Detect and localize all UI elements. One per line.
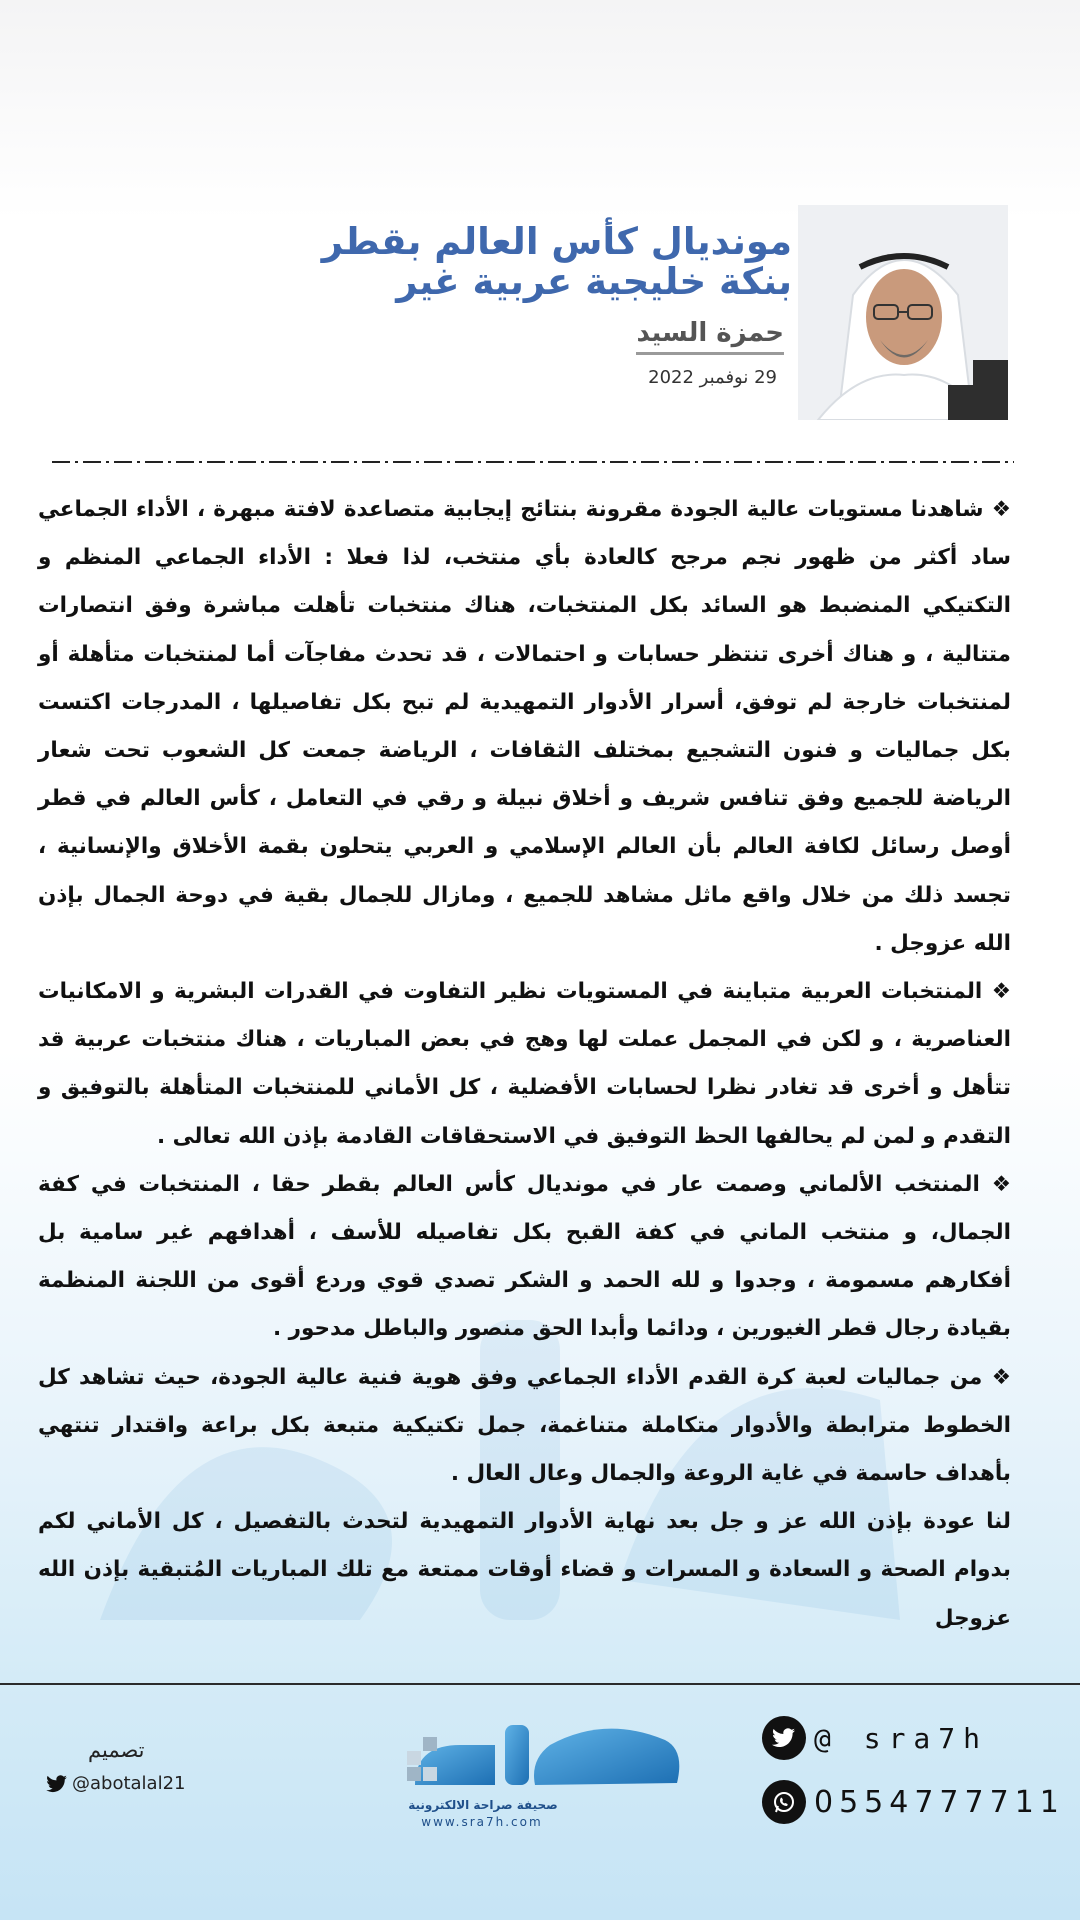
- logo-url[interactable]: www.sra7h.com: [421, 1815, 543, 1829]
- twitter-handle: @ sra7h: [814, 1721, 989, 1755]
- article-paragraph-1: ❖ شاهدنا مستويات عالية الجودة مقرونة بنتائج إيجابية متصاعدة لافتة مبهرة ، الأداء الجماعي ساد أكثر من ظهور نجم مرجح كالعادة بأي منتخب، لذا فعلا : الأداء الجماعي المنظم و التكتيكي المنضبط هو السائد بكل المنتخبات، هناك منتخبات تأهلت مباشرة وفق انتصارات متتالية ، و هناك أخرى تنتظر حسابات و احتمالات ، قد تحدث مفاجآت أما لمنتخبات متأهلة أو لمنتخبات خارجة لم توفق، أسرار الأدوار التمهيدية لم تبح بكل تفاصيلها ، المدرجات اكتست بكل جماليات و فنون التشجيع بمختلف الثقافات ، الرياضة جمعت كل الشعوب تحت شعار الرياضة للجميع وفق تنافس شريف و أخلاق نبيلة و رقي في التعامل ، كأس العالم في قطر أوصل رسائل لكافة العالم بأن العالم الإسلامي و العربي يتحلون بقمة الأخلاق والإنسانية ، تجسد ذلك من خلال واقع ماثل مشاهد للجميع ، ومازال للجمال بقية في دوحة الجمال بإذن الله عزوجل .: [38, 497, 1011, 956]
- title-line-2: بنكة خليجية عربية غير: [396, 260, 792, 303]
- whatsapp-contact[interactable]: [762, 1780, 1065, 1824]
- footer-divider: [0, 1683, 1080, 1685]
- article-paragraph-3: ❖ المنتخب الألماني وصمت عار في مونديال كأس العالم بقطر حقا ، المنتخبات في كفة الجمال، و منتخب الماني في كفة القبح بكل تفاصيله للأسف ، أهدافهم غير سامية بل أفكارهم مسمومة ، وجدوا و لله الحمد و الشكر تصدي قوي وردع أقوى من اللجنة المنظمة بقيادة رجال قطر الغيورين ، ودائما وأبدا الحق منصور والباطل مدحور .: [38, 1171, 1011, 1342]
- article-paragraph-2: ❖ المنتخبات العربية متباينة في المستويات نظير التفاوت في القدرات البشرية و الامكانيات العناصرية ، و لكن في المجمل عملت لها وهج في بعض المباريات ، هناك منتخبات عربية قد تتأهل و أخرى قد تغادر نظرا لحسابات الأفضلية ، كل الأماني للمنتخبات المتأهلة بالتوفيق و التقدم و لمن لم يحالفها الحظ التوفيق في الاستحقاقات القادمة بإذن الله تعالى .: [38, 979, 1011, 1149]
- date-month-year: نوفمبر 2022: [648, 367, 749, 388]
- article-body: [38, 486, 1011, 1643]
- twitter-contact[interactable]: [762, 1716, 988, 1760]
- article-paragraph-4: ❖ من جماليات لعبة كرة القدم الأداء الجماعي وفق هوية فنية عالية الجودة، حيث تشاهد كل الخطوط مترابطة والأدوار متكاملة متناغمة، جمل تكتيكية متبعة بكل براعة واقتدار تنتهي بأهداف حاسمة في غاية الروعة والجمال وعال العال .: [38, 1364, 1011, 1487]
- author-portrait: [798, 205, 1008, 420]
- design-credit-handle[interactable]: [46, 1773, 186, 1794]
- publish-date: [648, 367, 777, 388]
- author-name: حمزة السيد: [636, 318, 784, 355]
- phone-number: 0554777711: [814, 1784, 1065, 1820]
- logo-subtitle: صحيفة صراحة الالكترونية: [408, 1798, 558, 1812]
- dash-dot-divider: [52, 460, 1014, 464]
- whatsapp-icon: [762, 1780, 806, 1824]
- twitter-icon: [46, 1775, 68, 1793]
- title-line-1: مونديال كأس العالم بقطر: [321, 220, 792, 263]
- design-handle-text: @abotalal21: [72, 1773, 186, 1794]
- design-credit-label: تصميم: [88, 1738, 145, 1762]
- twitter-icon: [762, 1716, 806, 1760]
- article-header: [0, 0, 1080, 430]
- article-paragraph-5: لنا عودة بإذن الله عز و جل بعد نهاية الأدوار التمهيدية لتحدث بالتفصيل ، كل الأماني لكم بدوام الصحة و السعادة و المسرات و قضاء أوقات ممتعة مع تلك المباريات المُتبقية بإذن الله عزوجل: [38, 1509, 1011, 1631]
- article-title: [272, 222, 792, 302]
- date-day: 29: [754, 367, 777, 388]
